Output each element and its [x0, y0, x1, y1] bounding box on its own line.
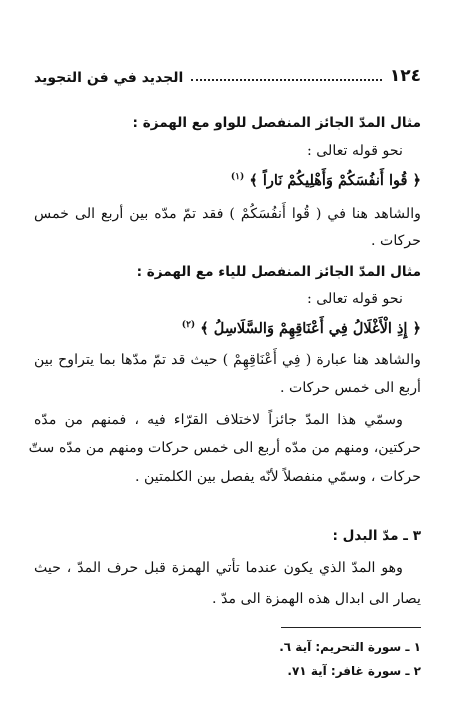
footnote-1: ١ ـ سورة التحريم: آية ٦.	[279, 640, 421, 654]
paragraph-line: يصار الى ابدال هذه الهمزة الى مدّ .	[212, 591, 421, 607]
section-heading-badal: ٣ ـ مدّ البدل :	[332, 528, 421, 544]
footnote-marker-2: (٢)	[181, 320, 196, 330]
verse-text-1: ﴿ قُوا أَنفُسَكُمْ وَأَهْلِيكُمْ نَاراً ﴾	[249, 171, 421, 189]
header-dotted-leader	[191, 78, 382, 81]
footnote-2: ٢ ـ سورة غافر: آية ٧١.	[287, 664, 421, 678]
quran-verse-1	[34, 166, 421, 192]
verse-text-2: ﴿ إِذِ الْأَغْلَالُ فِي أَعْنَاقِهِمْ وَالسَّلَاسِلُ ﴾	[200, 319, 421, 337]
paragraph-line: وسمّي هذا المدّ جائزاً لاختلاف القرّاء فيه ، فمنهم من مدّه	[34, 412, 403, 428]
verse-intro-1: نحو قوله تعالى :	[306, 143, 403, 159]
page-number: ١٢٤	[389, 66, 421, 86]
paragraph-line: والشاهد هنا في ( قُوا أَنفُسَكُمْ ) فقد تمّ مدّه بين أربع الى خمس	[34, 206, 421, 222]
example-heading-waw: مثال المدّ الجائز المنفصل للواو مع الهمزة :	[132, 115, 421, 131]
paragraph-line: حركات ، وسمّي منفصلاً لأنّه يفصل بين الكلمتين .	[134, 469, 421, 485]
paragraph-line: حركتين، ومنهم من مدّه أربع الى خمس حركات ومنهم من مدّه ستّ	[28, 440, 421, 456]
quran-verse-2	[34, 314, 421, 340]
page-header	[34, 62, 421, 86]
verse-intro-2: نحو قوله تعالى :	[306, 291, 403, 307]
example-heading-yaa: مثال المدّ الجائز المنفصل للياء مع الهمزة :	[136, 264, 421, 280]
footnote-separator	[281, 627, 421, 628]
paragraph-line: أربع الى خمس حركات .	[279, 380, 421, 396]
paragraph-line: حركات .	[370, 233, 421, 249]
paragraph-line: وهو المدّ الذي يكون عندما تأتي الهمزة قبل حرف المدّ ، حيث	[34, 560, 403, 576]
paragraph-line: والشاهد هنا عبارة ( فِي أَعْنَاقِهِمْ ) حيث قد تمّ مدّها بما يتراوح بين	[34, 352, 421, 368]
book-title: الجديد في فن التجويد	[34, 70, 184, 86]
footnote-marker-1: (١)	[230, 172, 245, 182]
